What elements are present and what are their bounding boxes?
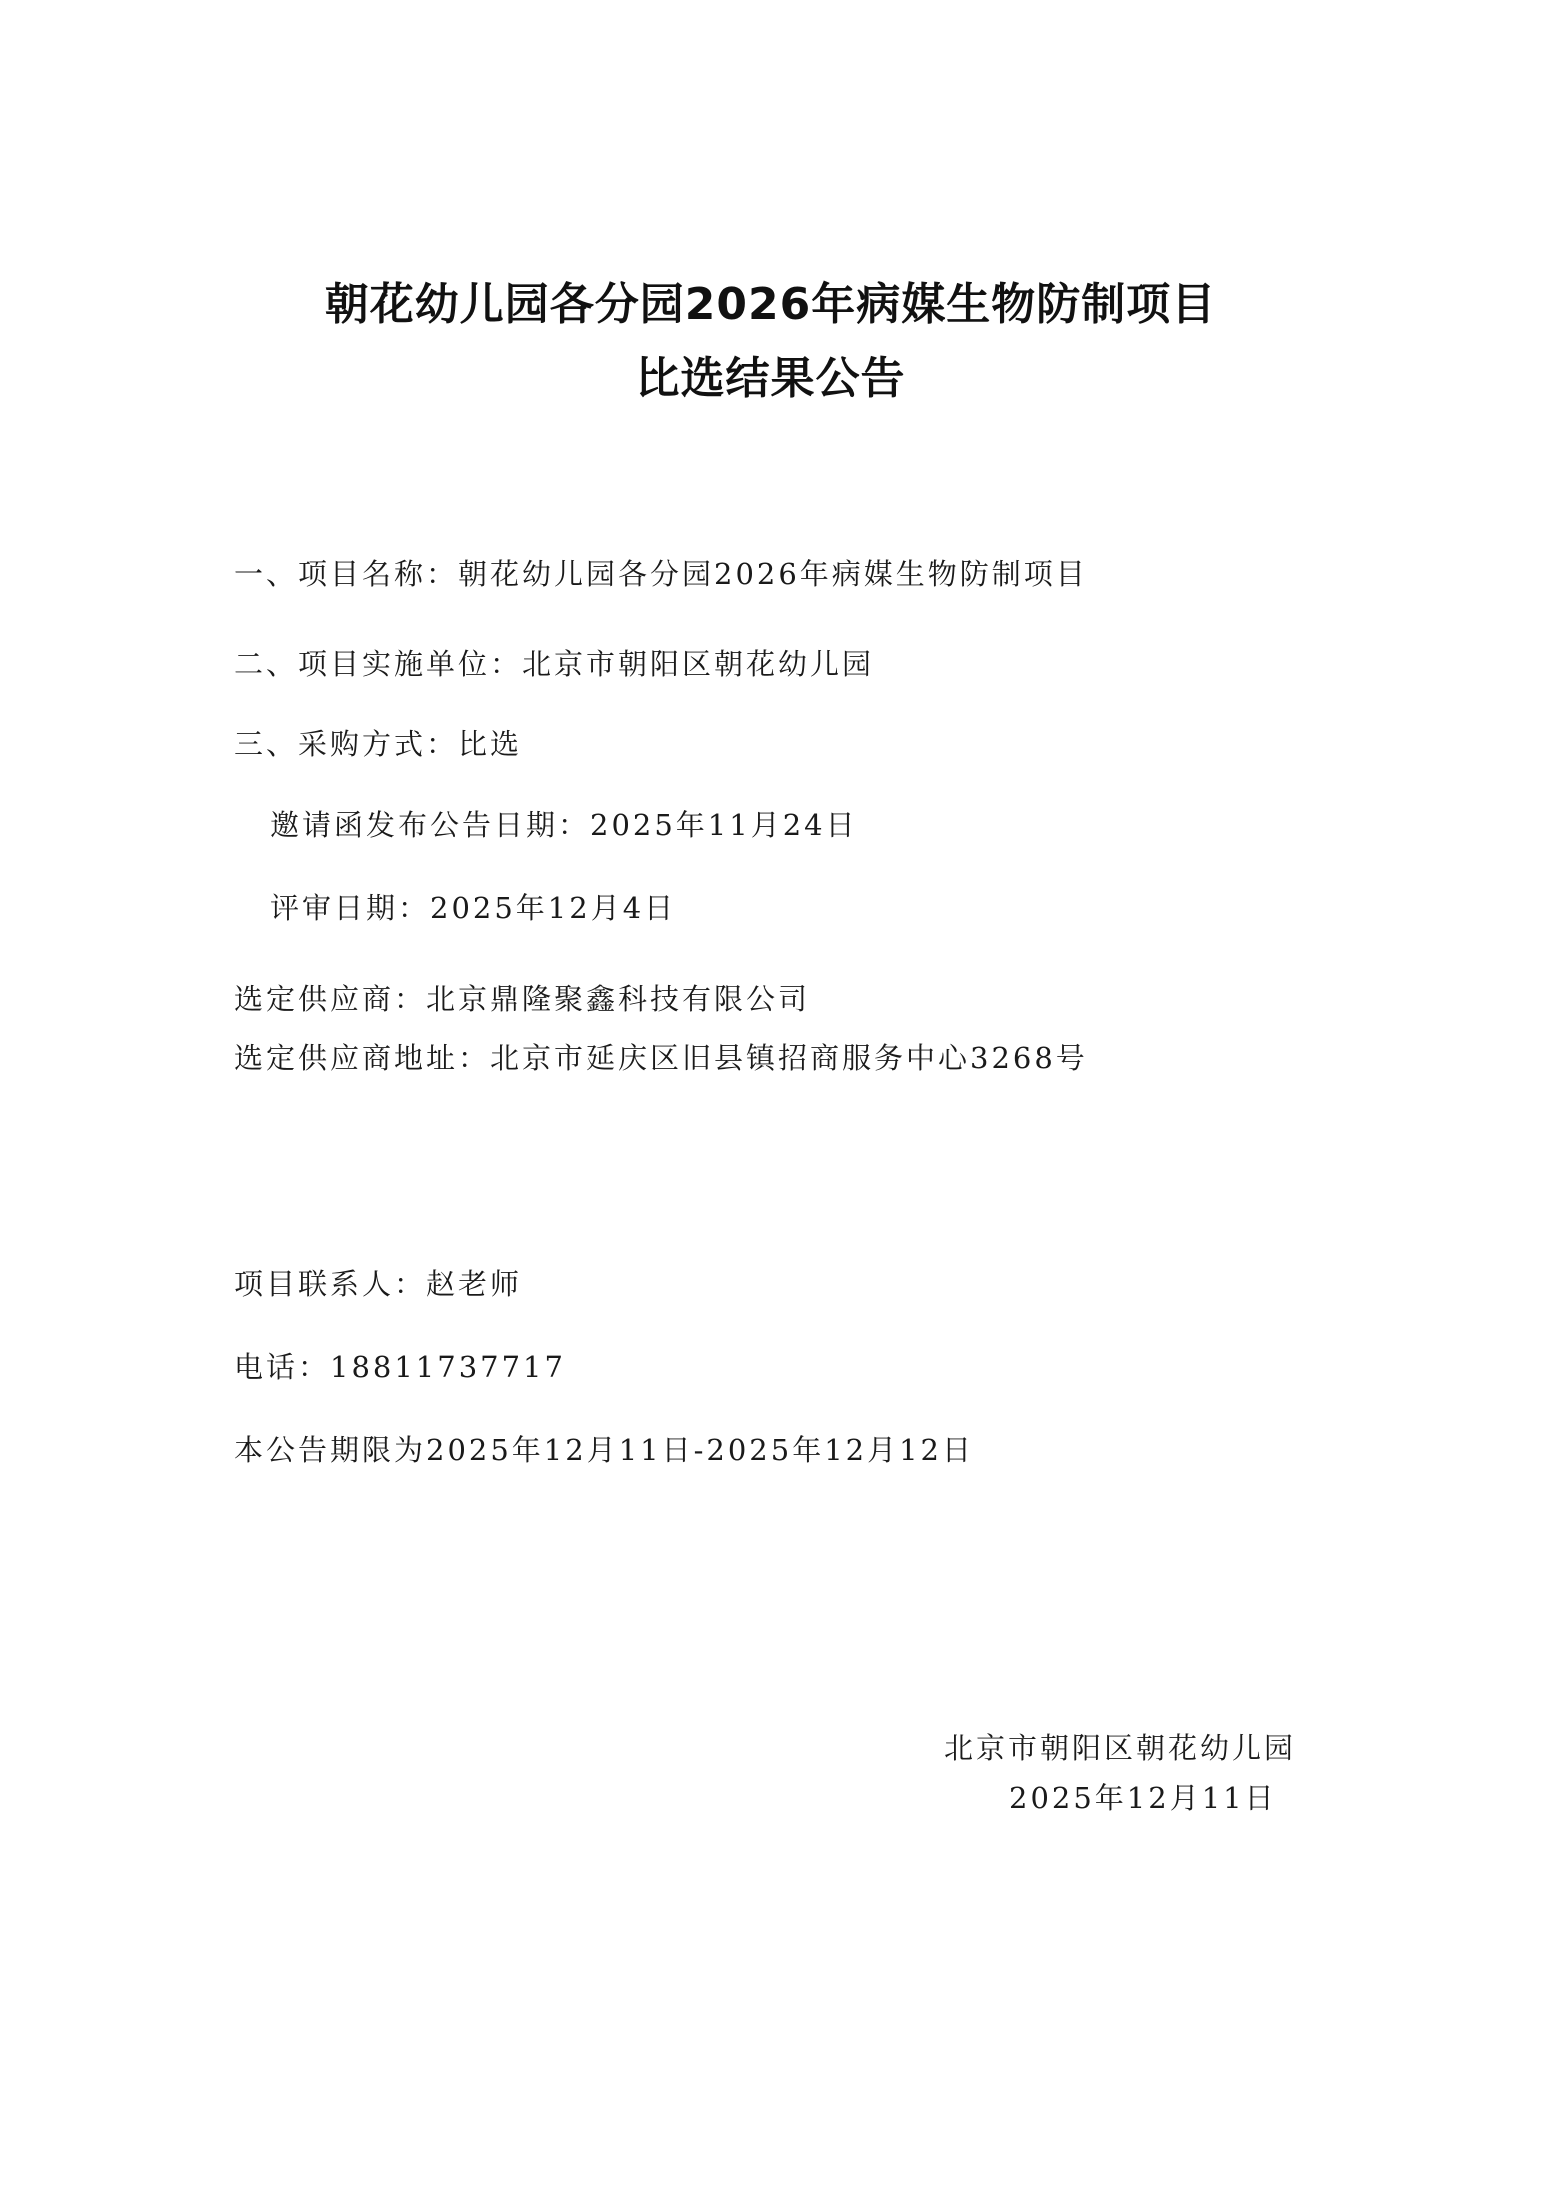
phone-line: 电话：18811737717 — [234, 1350, 566, 1384]
selected-supplier-line: 选定供应商：北京鼎隆聚鑫科技有限公司 — [234, 982, 811, 1016]
invitation-date-line: 邀请函发布公告日期：2025年11月24日 — [270, 808, 858, 842]
review-date-line: 评审日期：2025年12月4日 — [270, 891, 677, 925]
signature-date: 2025年12月11日 — [1009, 1781, 1277, 1815]
title-line-2: 比选结果公告 — [635, 353, 906, 404]
project-name-line: 一、项目名称：朝花幼儿园各分园2026年病媒生物防制项目 — [234, 557, 1088, 591]
procurement-method-line: 三、采购方式：比选 — [234, 727, 523, 761]
notice-period-line: 本公告期限为2025年12月11日-2025年12月12日 — [234, 1433, 975, 1467]
contact-person-line: 项目联系人：赵老师 — [234, 1267, 523, 1301]
title-line-1: 朝花幼儿园各分园2026年病媒生物防制项目 — [324, 279, 1217, 330]
implementing-unit-line: 二、项目实施单位：北京市朝阳区朝花幼儿园 — [234, 647, 875, 681]
signature-organization: 北京市朝阳区朝花幼儿园 — [944, 1731, 1297, 1765]
supplier-address-line: 选定供应商地址：北京市延庆区旧县镇招商服务中心3268号 — [234, 1041, 1088, 1075]
